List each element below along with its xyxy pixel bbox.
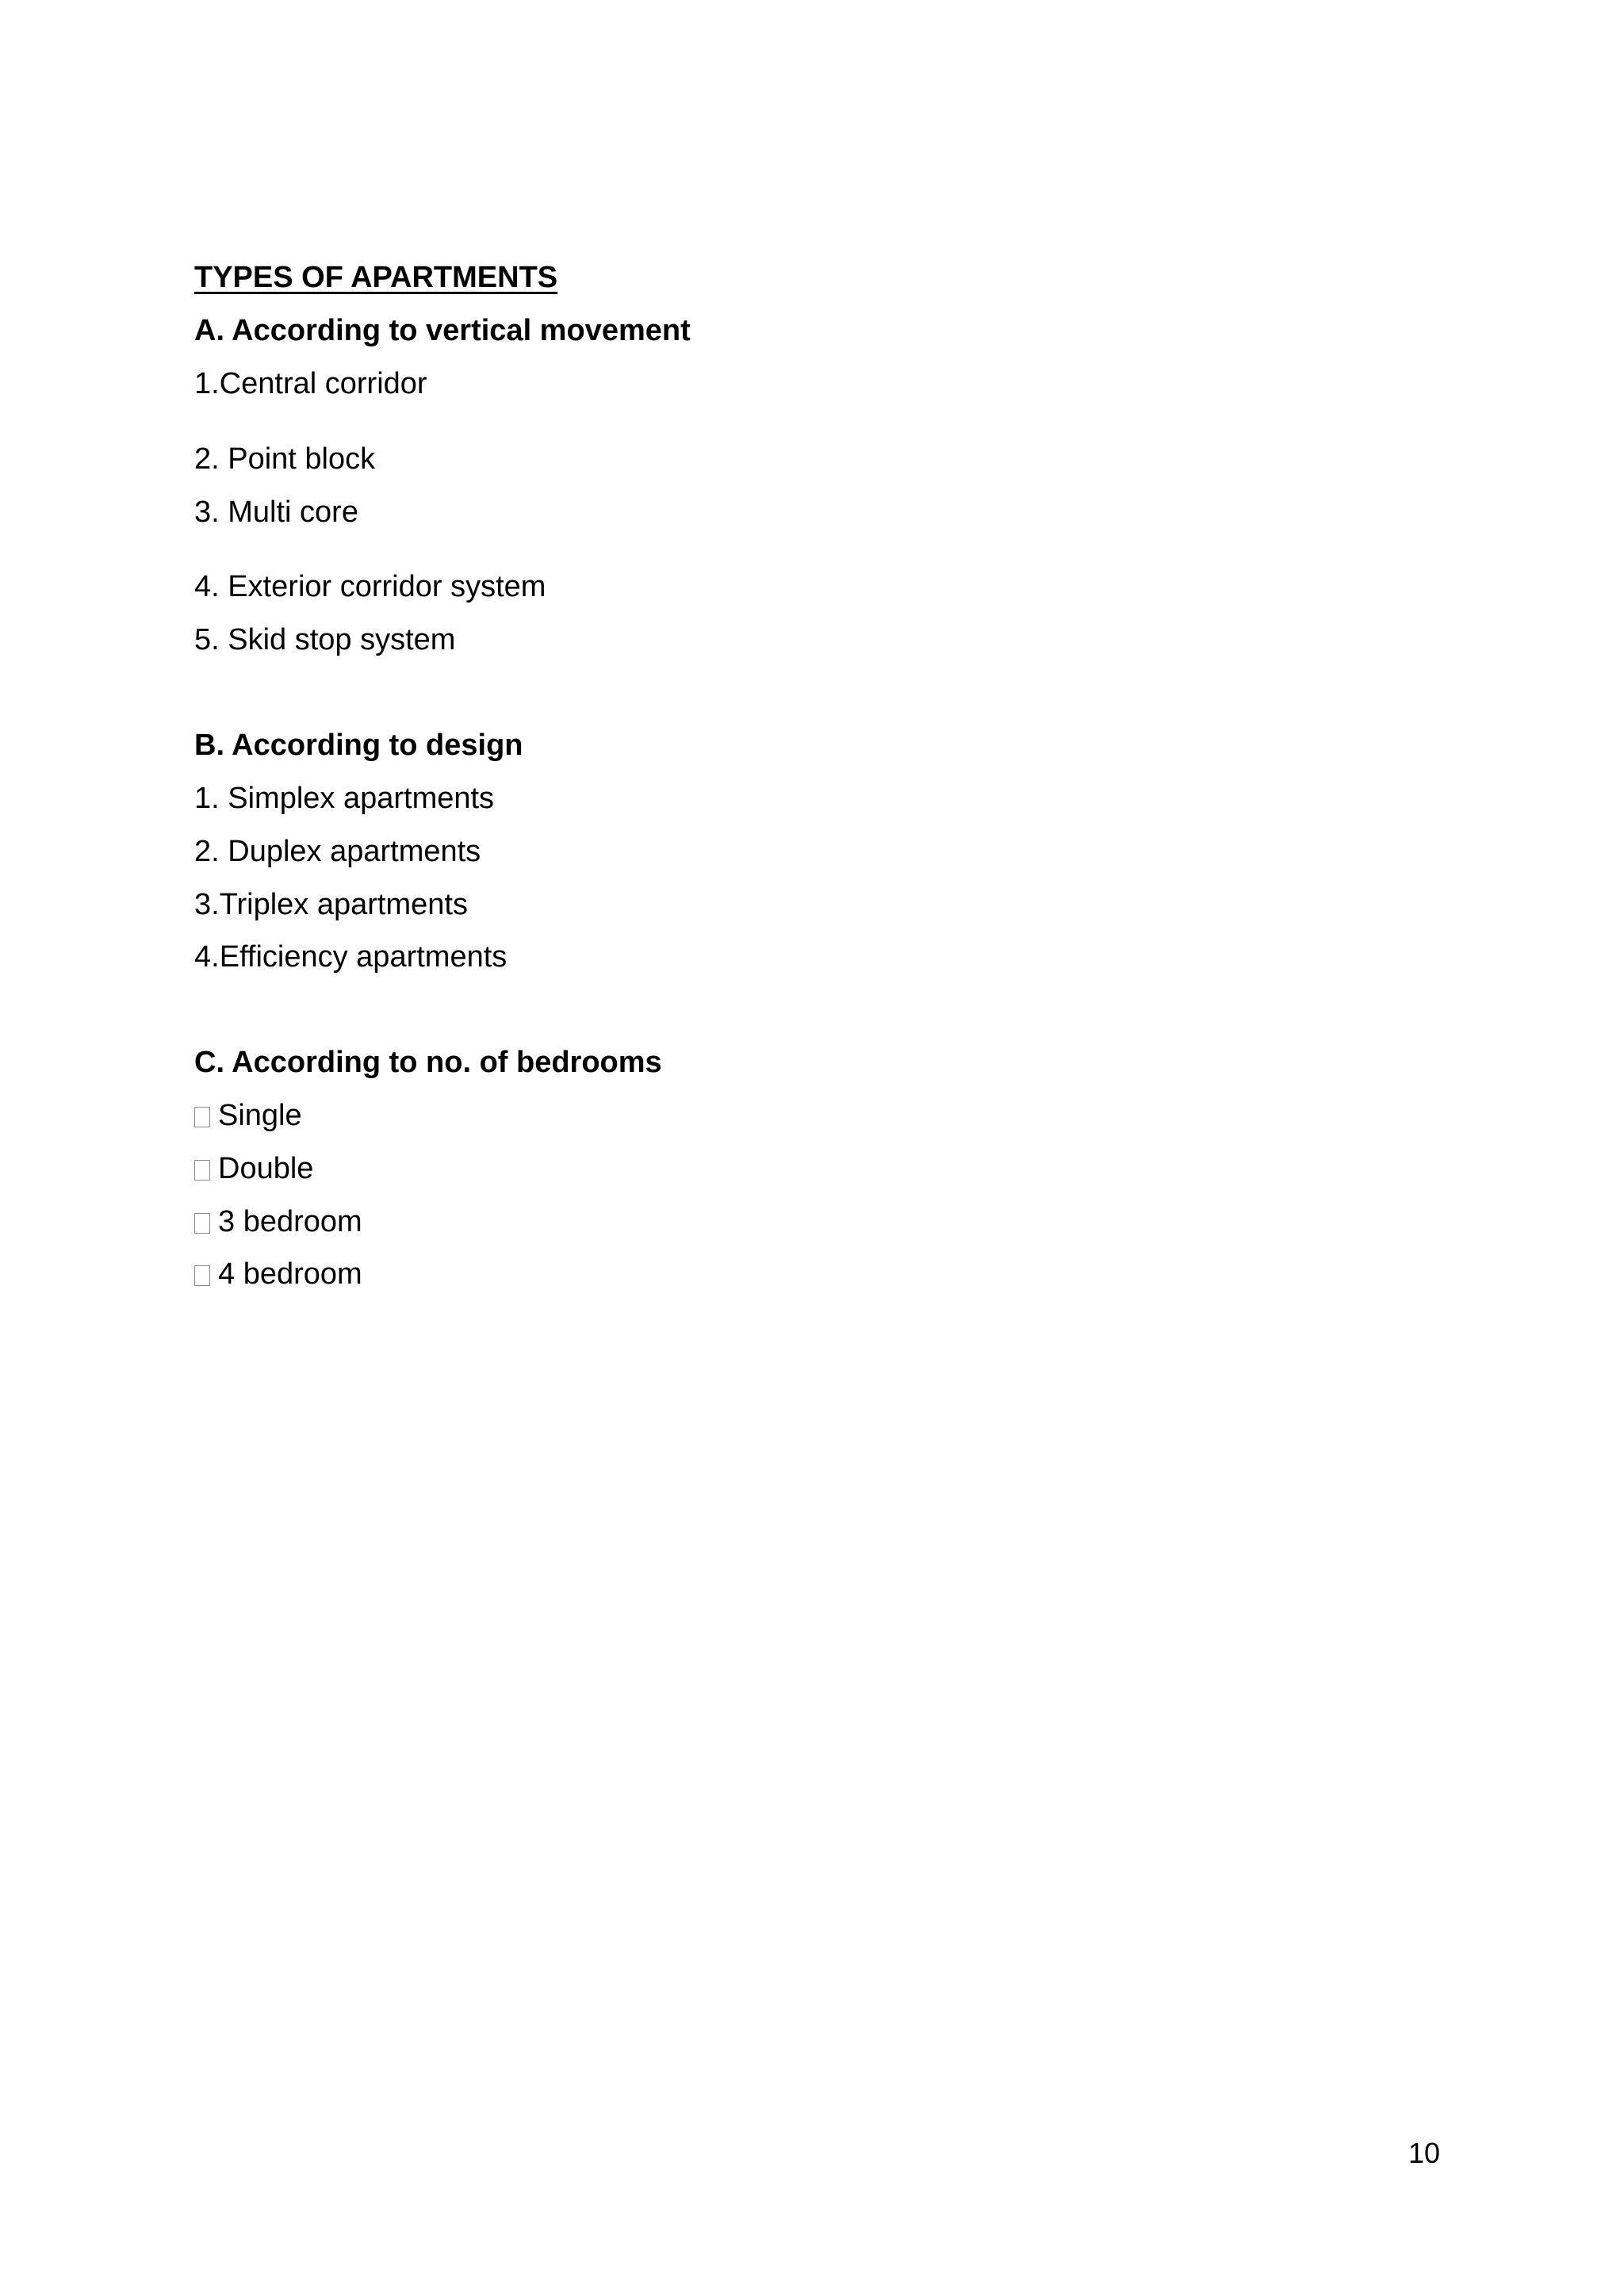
section-a-item: 4. Exterior corridor system <box>194 570 546 603</box>
section-b-item: 3.Triplex apartments <box>194 888 468 921</box>
section-c-item-label: 4 bedroom <box>218 1257 362 1291</box>
section-a-item: 3. Multi core <box>194 496 358 529</box>
section-c-item <box>194 1096 302 1135</box>
section-a-heading: A. According to vertical movement <box>194 314 691 347</box>
missing-glyph-box-icon <box>194 1107 210 1127</box>
section-b-item: 2. Duplex apartments <box>194 835 481 868</box>
page-number: 10 <box>1408 2137 1441 2169</box>
section-c-heading: C. According to no. of bedrooms <box>194 1046 662 1079</box>
section-c-item-label: Double <box>218 1152 314 1185</box>
section-a-item: 1.Central corridor <box>194 367 427 400</box>
section-b-heading: B. According to design <box>194 729 523 762</box>
section-c-item <box>194 1150 313 1188</box>
section-b-item: 1. Simplex apartments <box>194 782 495 815</box>
page-title: TYPES OF APARTMENTS <box>194 261 558 294</box>
missing-glyph-box-icon <box>194 1213 210 1234</box>
missing-glyph-box-icon <box>194 1265 210 1286</box>
section-c-item <box>194 1255 362 1293</box>
section-c-item <box>194 1203 362 1241</box>
section-c-item-label: Single <box>218 1099 302 1132</box>
missing-glyph-box-icon <box>194 1160 210 1181</box>
section-b-item: 4.Efficiency apartments <box>194 940 508 974</box>
section-a-item: 5. Skid stop system <box>194 623 456 656</box>
section-c-item-label: 3 bedroom <box>218 1205 362 1238</box>
section-a-item: 2. Point block <box>194 442 376 476</box>
